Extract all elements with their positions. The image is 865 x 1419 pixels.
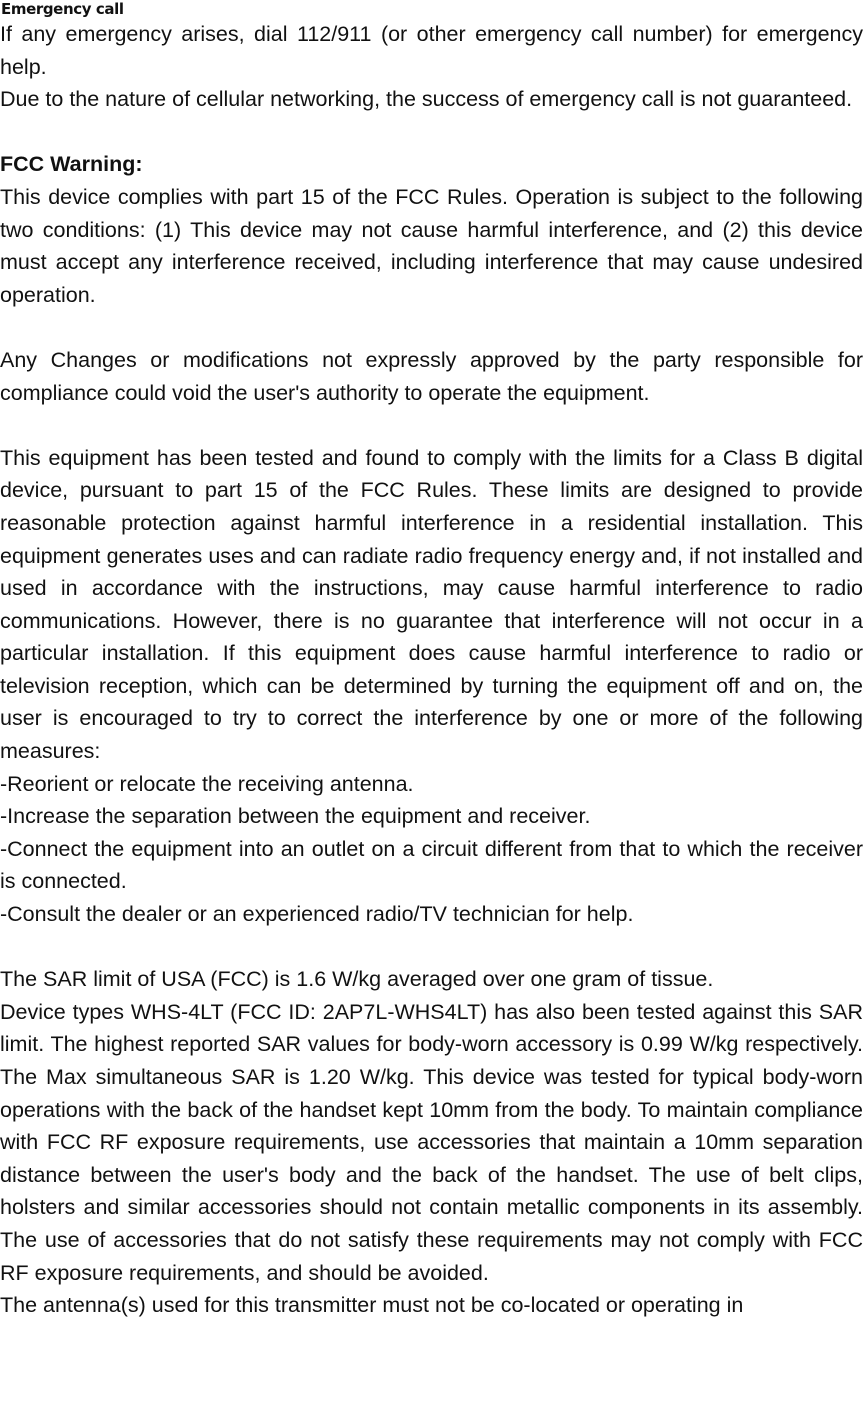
fcc-paragraph-1: This device complies with part 15 of the FCC Rules. Operation is subject to the following two conditions: (1) This device may not cause harmful interference, and (2) this device must accept any interference received, including interference that may cause undesired operation. <box>0 184 863 307</box>
sar-limit-line: The SAR limit of USA (FCC) is 1.6 W/kg averaged over one gram of tissue. <box>0 967 714 992</box>
paragraph-gap <box>0 116 863 149</box>
measure-item: -Connect the equipment into an outlet on a circuit different from that to which the receiver is connected. <box>0 836 863 894</box>
antenna-paragraph: The antenna(s) used for this transmitter must not be co-located or operating in <box>0 1293 744 1318</box>
emergency-call-heading: Emergency call <box>1 0 124 18</box>
measure-item: -Consult the dealer or an experienced radio/TV technician for help. <box>0 902 634 927</box>
paragraph-gap <box>0 409 863 442</box>
emergency-paragraph-1: If any emergency arises, dial 112/911 (or other emergency call number) for emergency help. <box>0 22 863 79</box>
paragraph-gap <box>0 311 863 344</box>
paragraph-gap <box>0 931 863 964</box>
emergency-paragraph-2: Due to the nature of cellular networking, the success of emergency call is not guaranteed. <box>0 87 853 112</box>
fcc-paragraph-3: This equipment has been tested and found to comply with the limits for a Class B digital device, pursuant to part 15 of the FCC Rules. These limits are designed to provide reasonable protection against harmful interference in a residential installation. This equipment generates uses and can radiate radio frequency energy and, if not installed and used in accordance with the instructions, may cause harmful interference to radio communications. However, there is no guarantee that interference will not occur in a particular installation. If this equipment does cause harmful interference to radio or television reception, which can be determined by turning the equipment off and on, the user is encouraged to try to correct the interference by one or more of the following measures: <box>0 445 863 764</box>
fcc-warning-heading: FCC Warning: <box>0 152 143 177</box>
fcc-paragraph-2: Any Changes or modifications not expressly approved by the party responsible for compliance could void the user's authority to operate the equipment. <box>0 347 863 405</box>
measure-item: -Reorient or relocate the receiving antenna. <box>0 771 414 796</box>
sar-paragraph: Device types WHS-4LT (FCC ID: 2AP7L-WHS4LT) has also been tested against this SAR limit. The highest reported SAR values for body-worn accessory is 0.99 W/kg respectively. The Max simultaneous SAR is 1.20 W/kg. This device was tested for typical body-worn operations with the back of the handset kept 10mm from the body. To maintain compliance with FCC RF exposure requirements, use accessories that maintain a 10mm separation distance between the user's body and the back of the handset. The use of belt clips, holsters and similar accessories should not contain metallic components in its assembly. The use of accessories that do not satisfy these requirements may not comply with FCC RF exposure requirements, and should be avoided. <box>0 999 863 1285</box>
measure-item: -Increase the separation between the equipment and receiver. <box>0 804 591 829</box>
